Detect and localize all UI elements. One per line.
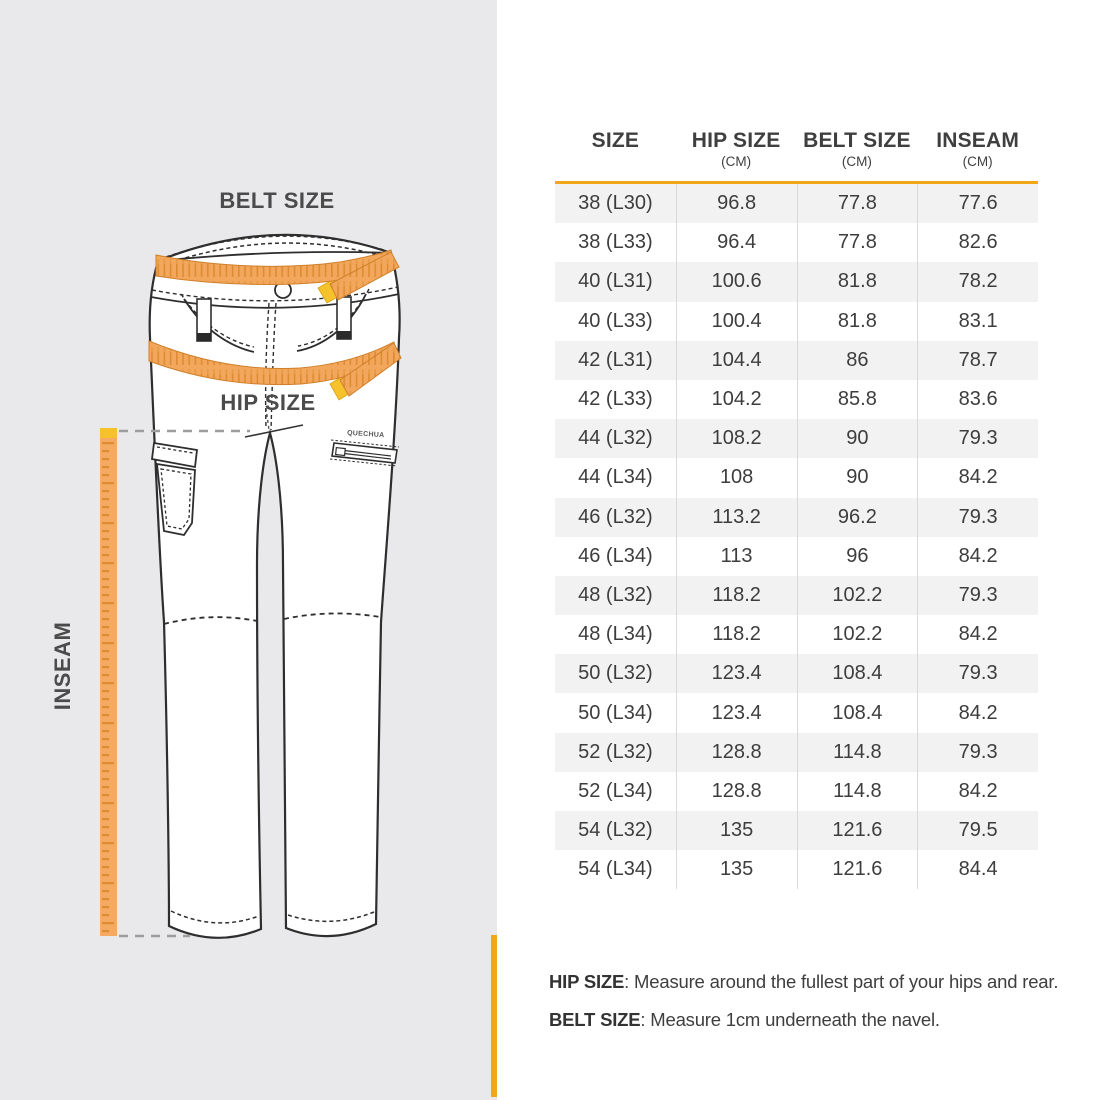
value-cell: 104.2 <box>676 380 797 419</box>
column-label: BELT SIZE <box>803 129 911 152</box>
column-header-belt-size <box>797 130 918 170</box>
value-cell: 78.7 <box>917 341 1038 380</box>
value-cell: 77.8 <box>797 223 918 262</box>
size-table-panel <box>497 0 1100 1100</box>
size-cell: 50 (L32) <box>578 662 653 685</box>
belt-size-note-text: : Measure 1cm underneath the navel. <box>640 1009 940 1030</box>
table-row <box>555 772 1038 811</box>
value-cell: 114.8 <box>797 772 918 811</box>
value-cell: 79.3 <box>917 419 1038 458</box>
value-cell: 79.5 <box>917 811 1038 850</box>
belt-size-note-label: BELT SIZE <box>549 1009 641 1030</box>
value-cell: 83.6 <box>917 380 1038 419</box>
belt-size-label: BELT SIZE <box>219 188 335 213</box>
value-cell: 81.8 <box>797 302 918 341</box>
value-cell: 118.2 <box>676 576 797 615</box>
size-cell: 54 (L32) <box>578 819 653 842</box>
column-label: HIP SIZE <box>691 129 781 152</box>
column-header-inseam <box>917 130 1038 170</box>
value-cell: 123.4 <box>676 654 797 693</box>
size-cell: 44 (L32) <box>578 427 653 450</box>
value-cell: 90 <box>797 419 918 458</box>
illustration-panel <box>0 0 497 1100</box>
value-cell: 84.2 <box>917 537 1038 576</box>
size-cell: 50 (L34) <box>578 701 653 724</box>
value-cell: 96.2 <box>797 498 918 537</box>
table-row <box>555 419 1038 458</box>
table-row <box>555 223 1038 262</box>
size-cell: 48 (L32) <box>578 583 653 606</box>
size-cell: 38 (L33) <box>578 231 653 254</box>
value-cell: 102.2 <box>797 576 918 615</box>
table-row <box>555 341 1038 380</box>
hip-size-note-label: HIP SIZE <box>549 971 625 992</box>
measurement-notes <box>549 963 1089 1039</box>
value-cell: 100.4 <box>676 302 797 341</box>
value-cell: 108.4 <box>797 693 918 732</box>
hip-size-label: HIP SIZE <box>220 390 316 415</box>
value-cell: 96.8 <box>676 184 797 223</box>
table-row <box>555 458 1038 497</box>
value-cell: 113.2 <box>676 498 797 537</box>
value-cell: 77.8 <box>797 184 918 223</box>
size-cell: 52 (L32) <box>578 740 653 763</box>
size-cell: 42 (L33) <box>578 388 653 411</box>
belt-size-note <box>549 1001 1089 1039</box>
value-cell: 123.4 <box>676 693 797 732</box>
pants-diagram-illustration <box>0 0 497 1100</box>
table-row <box>555 654 1038 693</box>
inseam-label: INSEAM <box>50 621 75 711</box>
value-cell: 84.2 <box>917 615 1038 654</box>
column-label: SIZE <box>591 129 640 152</box>
table-row <box>555 850 1038 889</box>
size-cell: 54 (L34) <box>578 858 653 881</box>
table-row <box>555 262 1038 301</box>
value-cell: 96.4 <box>676 223 797 262</box>
table-row <box>555 537 1038 576</box>
inseam-ruler <box>100 428 117 936</box>
value-cell: 104.4 <box>676 341 797 380</box>
value-cell: 79.3 <box>917 733 1038 772</box>
hip-size-note-text: : Measure around the fullest part of your hips and rear. <box>624 971 1059 992</box>
table-row <box>555 380 1038 419</box>
size-cell: 48 (L34) <box>578 623 653 646</box>
value-cell: 118.2 <box>676 615 797 654</box>
value-cell: 108.4 <box>797 654 918 693</box>
column-unit: (CM) <box>841 154 872 169</box>
value-cell: 78.2 <box>917 262 1038 301</box>
value-cell: 79.3 <box>917 498 1038 537</box>
value-cell: 128.8 <box>676 733 797 772</box>
size-cell: 46 (L34) <box>578 544 653 567</box>
hip-size-note <box>549 963 1089 1001</box>
value-cell: 84.2 <box>917 772 1038 811</box>
table-row <box>555 576 1038 615</box>
column-unit: (CM) <box>721 154 752 169</box>
table-row <box>555 302 1038 341</box>
size-cell: 38 (L30) <box>578 192 653 215</box>
brand-label: QUECHUA <box>346 429 385 440</box>
table-row <box>555 615 1038 654</box>
value-cell: 121.6 <box>797 811 918 850</box>
value-cell: 114.8 <box>797 733 918 772</box>
column-unit: (CM) <box>962 154 993 169</box>
value-cell: 108.2 <box>676 419 797 458</box>
value-cell: 128.8 <box>676 772 797 811</box>
value-cell: 121.6 <box>797 850 918 889</box>
size-table-body <box>555 184 1038 889</box>
pants-outline <box>150 235 400 938</box>
value-cell: 84.2 <box>917 458 1038 497</box>
value-cell: 86 <box>797 341 918 380</box>
value-cell: 96 <box>797 537 918 576</box>
value-cell: 77.6 <box>917 184 1038 223</box>
column-header-size <box>555 130 676 170</box>
column-header-hip-size <box>676 130 797 170</box>
value-cell: 79.3 <box>917 576 1038 615</box>
value-cell: 135 <box>676 850 797 889</box>
size-cell: 42 (L31) <box>578 348 653 371</box>
value-cell: 85.8 <box>797 380 918 419</box>
value-cell: 79.3 <box>917 654 1038 693</box>
value-cell: 102.2 <box>797 615 918 654</box>
size-cell: 46 (L32) <box>578 505 653 528</box>
column-label: INSEAM <box>936 129 1020 152</box>
size-cell: 52 (L34) <box>578 779 653 802</box>
table-row <box>555 498 1038 537</box>
value-cell: 83.1 <box>917 302 1038 341</box>
table-row <box>555 733 1038 772</box>
value-cell: 90 <box>797 458 918 497</box>
size-cell: 44 (L34) <box>578 466 653 489</box>
value-cell: 135 <box>676 811 797 850</box>
table-row <box>555 693 1038 732</box>
table-row <box>555 184 1038 223</box>
value-cell: 81.8 <box>797 262 918 301</box>
table-header <box>555 130 1038 184</box>
value-cell: 84.4 <box>917 850 1038 889</box>
table-row <box>555 811 1038 850</box>
size-chart-table <box>555 130 1038 889</box>
size-cell: 40 (L33) <box>578 309 653 332</box>
value-cell: 82.6 <box>917 223 1038 262</box>
value-cell: 113 <box>676 537 797 576</box>
value-cell: 108 <box>676 458 797 497</box>
column-unit <box>555 154 676 170</box>
value-cell: 84.2 <box>917 693 1038 732</box>
value-cell: 100.6 <box>676 262 797 301</box>
size-cell: 40 (L31) <box>578 270 653 293</box>
